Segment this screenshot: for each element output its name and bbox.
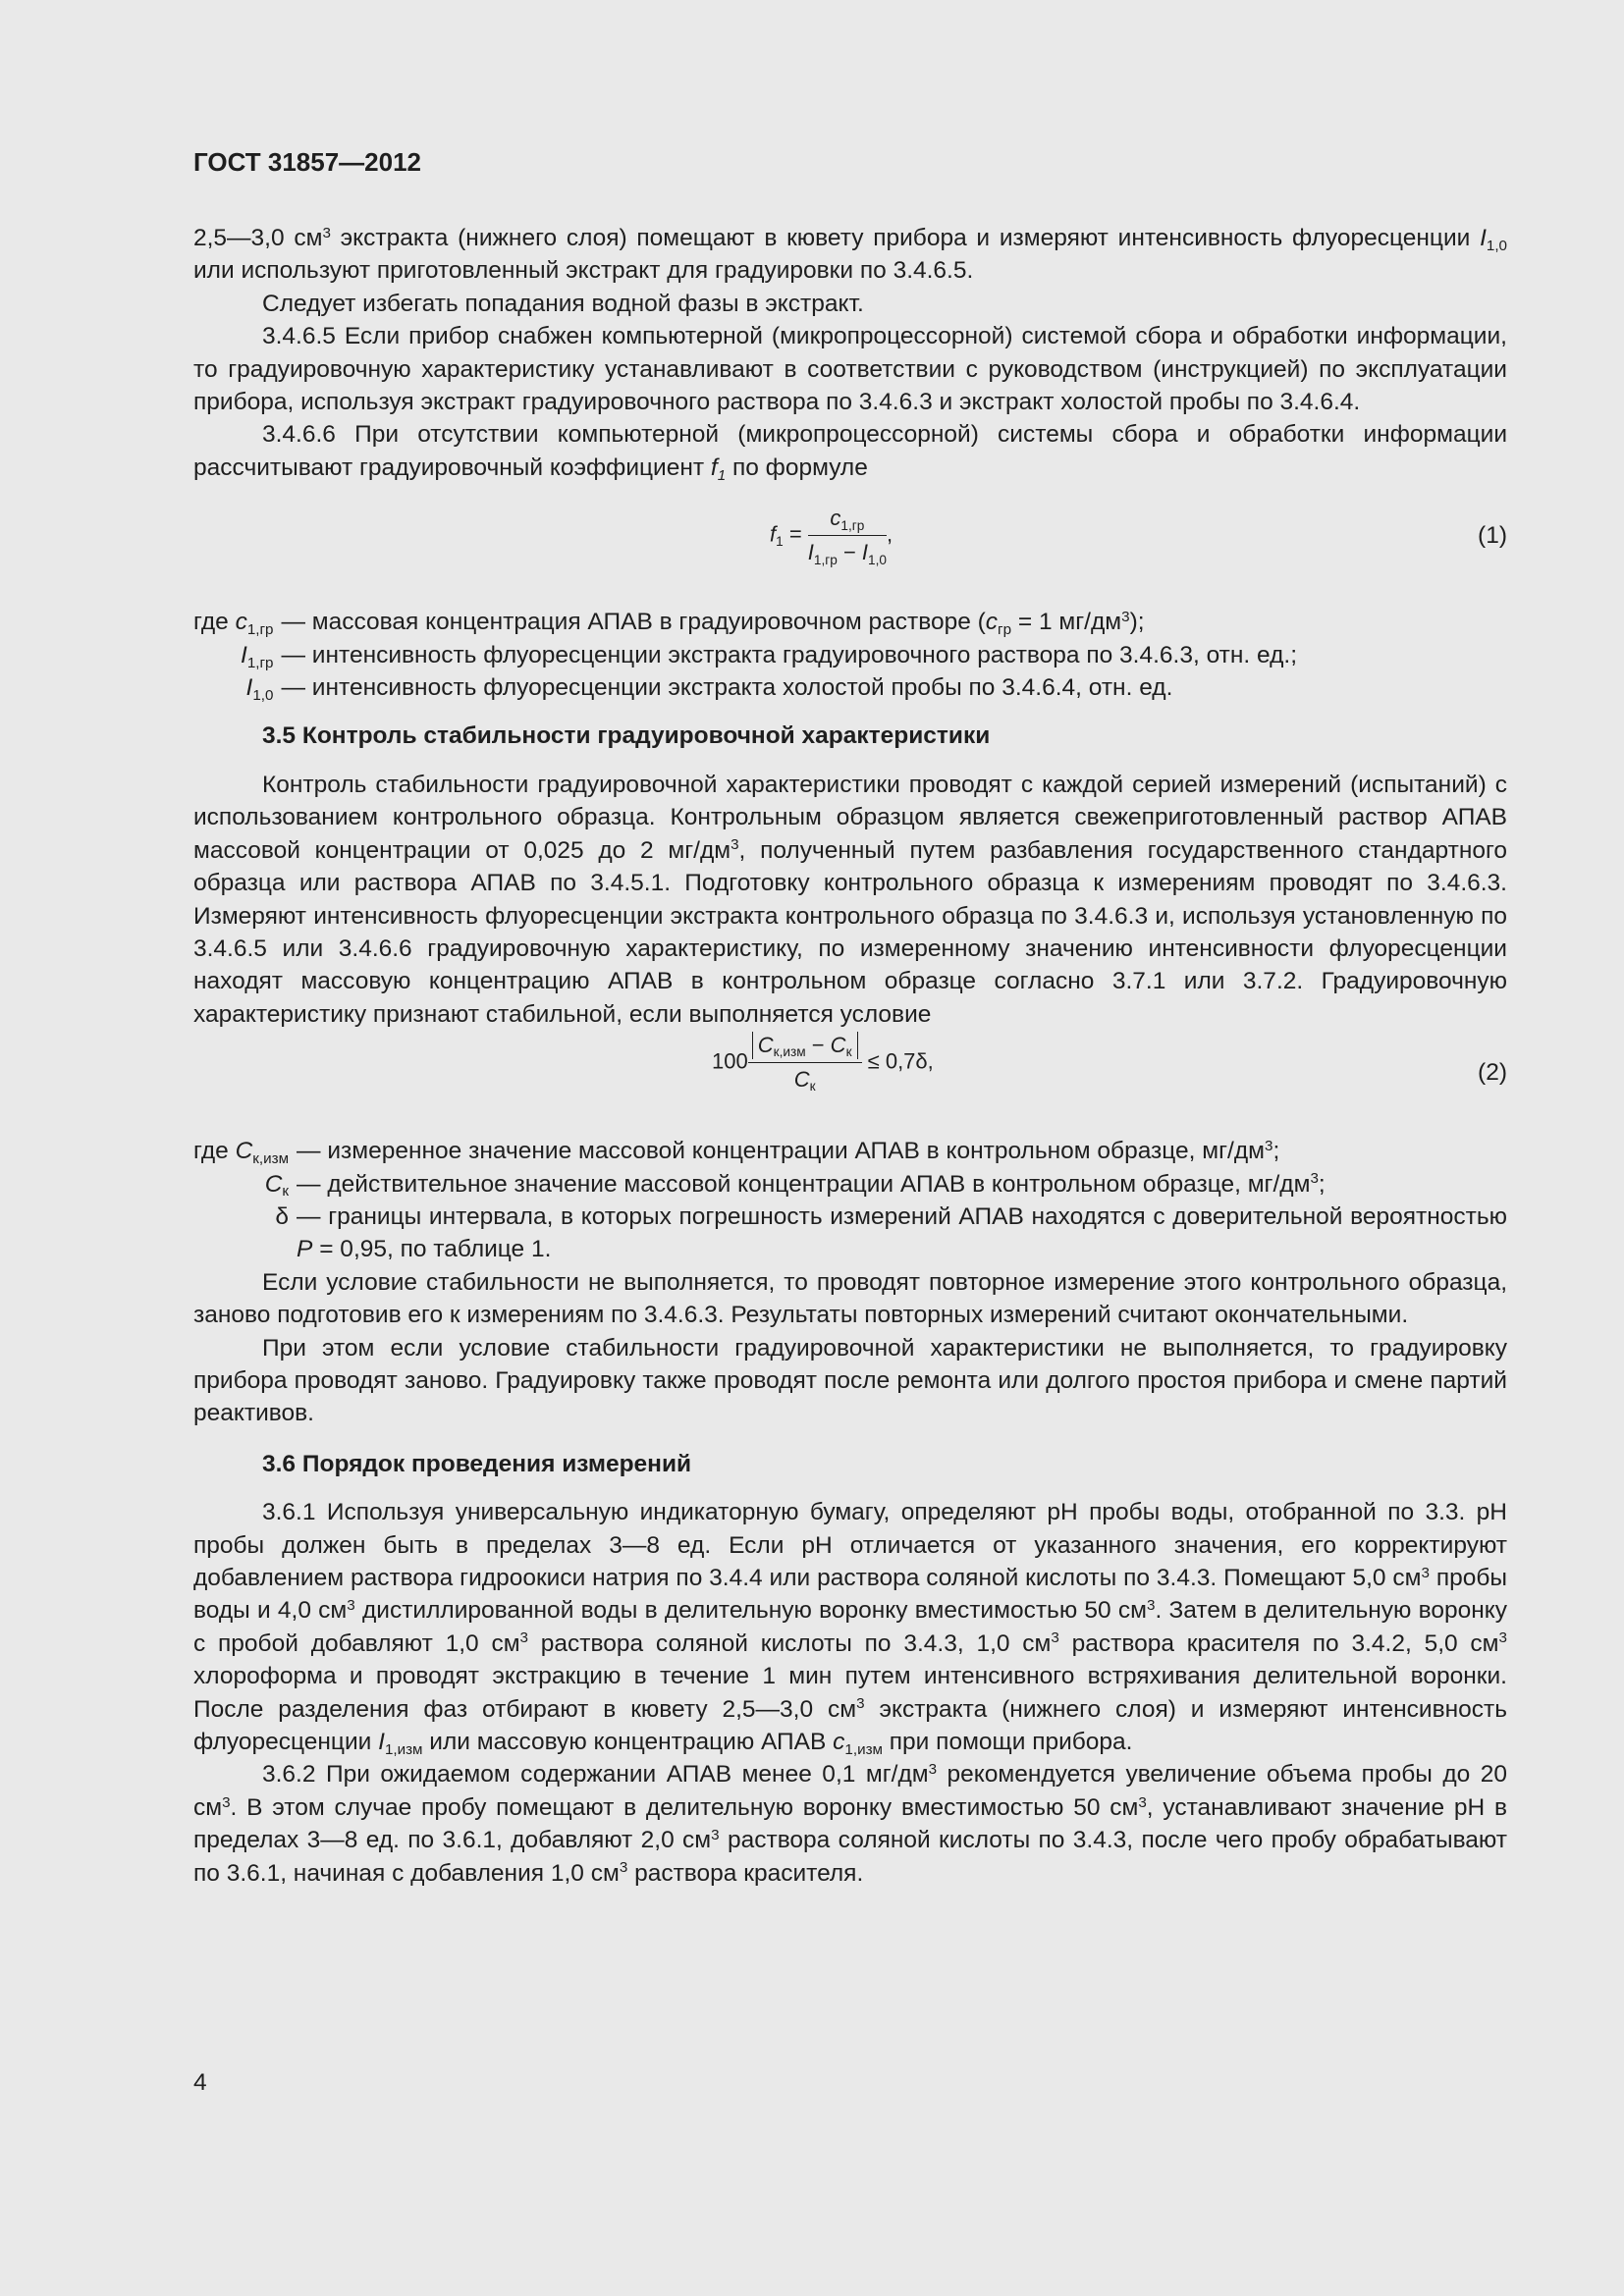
- paragraph-continued: 2,5—3,0 $см^3$ экстракта (нижнего слоя) помещают в кювету прибора и измеряют интенсивность флуоресценции $I_{1,0}$ или используют приготовленный экстракт для градуировки по 3.4.6.5.: [193, 224, 1507, 285]
- section-3-5-title: 3.5 Контроль стабильности градуировочной характеристики: [262, 722, 991, 750]
- formula-2-number: (2): [1478, 1059, 1507, 1087]
- section-3-6-title: 3.6 Порядок проведения измерений: [262, 1450, 692, 1477]
- formula-1-legend: где $c_{1,гр}$ — массовая концентрация АПАВ в градуировочном растворе ($c_{гр} = 1$ $мг/дм^3$); $I_{1,гр}$ — интенсивность флуоресценции экстракта градуировочного раствора по 3.4.6.3, отн. ед.; $I_{1,0}$ — интенсивность флуоресценции экстракта холостой пробы по 3.4.6.4, отн. ед.: [193, 608, 1298, 704]
- formula-2-fraction: $\frac{C_{к,изм} - C_к}{C_к}$: [748, 1031, 862, 1095]
- formula-1-number: (1): [1478, 522, 1507, 550]
- paragraph-repeat-measurement: Если условие стабильности не выполняется, то проводят повторное измерение этого контрольного образца, заново подготовив его к измерениям по 3.4.6.3. Результаты повторных измерений считают окончательными.: [193, 1268, 1507, 1329]
- paragraph-3-6-2: 3.6.2 При ожидаемом содержании АПАВ менее 0,1 $мг/дм^3$ рекомендуется увеличение объема пробы до 20 $см^3$. В этом случае пробу помещают в делительную воронку вместимостью 50 $см^3$, устанавливают значение рН в пределах 3—8 ед. по 3.6.1, добавляют 2,0 $см^3$ раствора соляной кислоты по 3.4.3, после чего пробу обрабатывают по 3.6.1, начиная с добавления 1,0 $см^3$ раствора красителя.: [193, 1761, 1507, 1887]
- formula-2-legend: где $C_{к,изм}$ — измеренное значение массовой концентрации АПАВ в контрольном образце, $мг/дм^3$; $C_к$ — действительное значение массовой концентрации АПАВ в контрольном образце, $мг/дм^3$; δ — границы интервала, в которых погрешность измерений АПАВ находятся с доверительной вероятностью P = 0,95, по таблице 1.: [193, 1137, 1507, 1263]
- formula-1: $f_1$ = $\frac{c_{1,гр}}{I_{1,гр} - I_{1,0}}$ , (1): [770, 506, 1507, 567]
- paragraph-3-5: Контроль стабильности градуировочной характеристики проводят с каждой серией измерений (испытаний) с использованием контрольного образца. Контрольным образцом является свежеприготовленный раствор АПАВ массовой концентрации от 0,025 до 2 $мг/дм^3$, полученный путем разбавления государственного стандартного образца или раствора АПАВ по 3.4.5.1. Подготовку контрольного образца к измерениям проводят по 3.4.6.3. Измеряют интенсивность флуоресценции экстракта контрольного образца по 3.4.6.3 и, используя установленную по 3.4.6.5 или 3.4.6.6 градуировочную характеристику, по измеренному значению интенсивности флуоресценции находят массовую концентрацию АПАВ в контрольном образце согласно 3.7.1 или 3.7.2. Градуировочную характеристику признают стабильной, если выполняется условие: [193, 771, 1507, 1028]
- formula-1-fraction: $\frac{c_{1,гр}}{I_{1,гр} - I_{1,0}}$: [807, 506, 887, 567]
- document-header: ГОСТ 31857—2012: [193, 147, 421, 177]
- page-number: 4: [193, 2069, 207, 2096]
- page-body: [193, 222, 1507, 1890]
- paragraph-3-4-6-6: 3.4.6.6 При отсутствии компьютерной (микропроцессорной) системы сбора и обработки информации рассчитывают градуировочный коэффициент $f_1$ по формуле: [193, 421, 1507, 484]
- paragraph-recalibration: При этом если условие стабильности градуировочной характеристики не выполняется, то градуировку прибора проводят заново. Градуировку также проводят после ремонта или долгого простоя прибора и смене партий реактивов.: [193, 1334, 1507, 1427]
- paragraph-3-4-6-5: 3.4.6.5 Если прибор снабжен компьютерной (микропроцессорной) системой сбора и обработки информации, то градуировочную характеристику устанавливают в соответствии с руководством (инструкцией) по эксплуатации прибора, используя экстракт градуировочного раствора по 3.4.6.3 и экстракт холостой пробы по 3.4.6.4.: [193, 323, 1507, 416]
- paragraph-3-6-1: 3.6.1 Используя универсальную индикаторную бумагу, определяют рН пробы воды, отобранной по 3.3. рН пробы должен быть в пределах 3—8 ед. Если рН отличается от указанного значения, его корректируют добавлением раствора гидроокиси натрия по 3.4.4 или раствора соляной кислоты по 3.4.3. Помещают 5,0 $см^3$ пробы воды и 4,0 $см^3$ дистиллированной воды в делительную воронку вместимостью 50 $см^3$. Затем в делительную воронку с пробой добавляют 1,0 $см^3$ раствора соляной кислоты по 3.4.3, 1,0 $см^3$ раствора красителя по 3.4.2, 5,0 $см^3$ хлороформа и проводят экстракцию в течение 1 мин путем интенсивного встряхивания делительной воронки. После разделения фаз отбирают в кювету 2,5—3,0 $см^3$ экстракта (нижнего слоя) и измеряют интенсивность флуоресценции $I_{1,изм}$ или массовую концентрацию АПАВ $c_{1,изм}$ при помощи прибора.: [193, 1499, 1507, 1758]
- paragraph-avoid-water: Следует избегать попадания водной фазы в экстракт.: [262, 290, 864, 317]
- formula-2: 100 $\frac{C_{к,изм} - C_к}{C_к}$ ≤ 0,7δ, (2): [712, 1033, 1507, 1095]
